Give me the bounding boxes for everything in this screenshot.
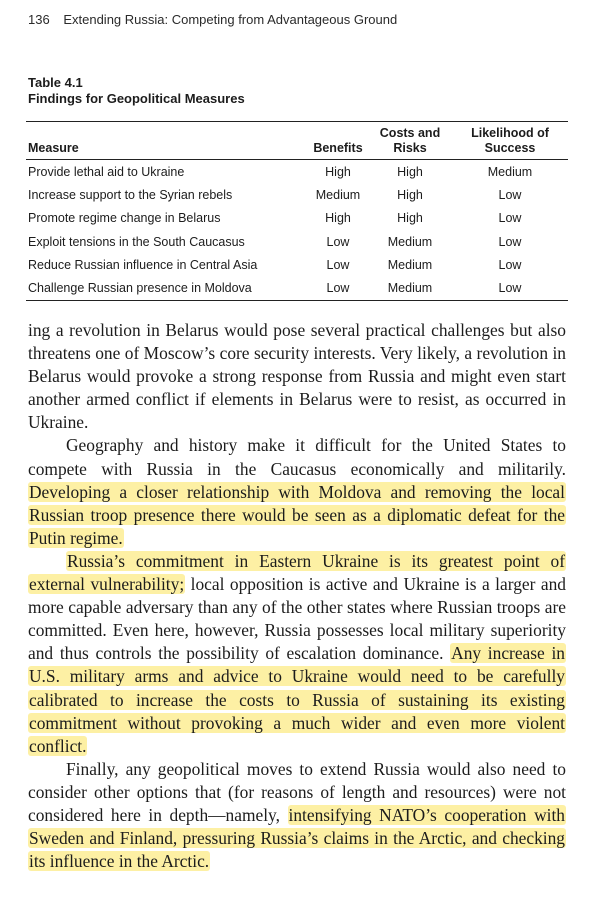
row-benefits: Low xyxy=(326,257,350,272)
row-costs: Medium xyxy=(387,257,433,272)
table-header-row xyxy=(26,122,568,160)
row-likelihood: Low xyxy=(498,234,522,249)
table-row xyxy=(26,207,568,230)
row-benefits: High xyxy=(325,211,351,226)
running-head xyxy=(28,12,397,27)
column-header-likelihood xyxy=(452,122,568,160)
column-header-measure: Measure xyxy=(26,122,308,160)
table-row xyxy=(26,253,568,276)
paragraph-text: local opposition is active and Ukraine is a larger and more capable adversary than any of the other states where Russian troops are committed. Even here, however, Russia possesses local military superiority and thus controls the possibility of escalation dominance. xyxy=(28,574,566,664)
row-costs: Medium xyxy=(387,234,433,249)
paragraph-text: Geography and history make it difficult for the United States to compete with Russia in the Caucasus economically and militarily. xyxy=(28,435,566,479)
row-benefits: Low xyxy=(308,276,368,300)
row-likelihood: Low xyxy=(498,211,522,226)
row-measure: Challenge Russian presence in Moldova xyxy=(26,276,308,300)
row-measure: Promote regime change in Belarus xyxy=(28,211,221,226)
row-costs: High xyxy=(397,187,423,202)
table-row xyxy=(26,183,568,206)
highlighted-text: Russia’s commitment in Eastern Ukraine is its greatest point of external vulnerability; xyxy=(29,550,565,595)
paragraph-caucasus-moldova xyxy=(28,434,566,549)
table-row xyxy=(26,276,568,300)
findings-table xyxy=(26,121,568,301)
paragraph-ukraine xyxy=(28,550,566,758)
row-measure: Exploit tensions in the South Caucasus xyxy=(28,234,245,249)
column-header-costs-line2: Risks xyxy=(393,141,427,155)
highlighted-text: Developing a closer relationship with Moldova and removing the local Russian troop presence there would be seen as a diplomatic defeat for the Putin regime. xyxy=(29,481,565,548)
row-likelihood: Low xyxy=(452,276,568,300)
row-measure: Reduce Russian influence in Central Asia xyxy=(28,257,258,272)
column-header-benefits: Benefits xyxy=(308,122,368,160)
highlighted-text: Any increase in U.S. military arms and advice to Ukraine would need to be carefully calibrated to increase the costs to Russia of sustaining its existing commitment without provoking a much wider and even more violent conflict. xyxy=(29,643,565,756)
paragraph-text: ing a revolution in Belarus would pose several practical challenges but also threatens one of Moscow’s core security interests. Very likely, a revolution in Belarus would provoke a strong response from Russia and might even start another armed conflict if elements in Belarus were to resist, as occurred in Ukraine. xyxy=(28,320,566,433)
paragraph-text: Finally, any geopolitical moves to extend Russia would also need to consider other options that (for reasons of length and resources) were not considered here in depth—namely, xyxy=(28,758,566,825)
row-measure: Increase support to the Syrian rebels xyxy=(28,187,233,202)
column-header-likelihood-line1: Likelihood of xyxy=(471,126,549,140)
running-title: Extending Russia: Competing from Advantageous Ground xyxy=(63,12,398,27)
row-benefits: High xyxy=(325,164,351,179)
table-label: Table 4.1 xyxy=(28,75,83,90)
column-header-costs-line1: Costs and xyxy=(379,126,441,140)
table-caption xyxy=(28,75,245,107)
highlighted-text: intensifying NATO’s cooperation with Sweden and Finland, pressuring Russia’s claims in the Arctic, and checking its influence in the Arctic. xyxy=(29,804,565,872)
row-benefits: Low xyxy=(326,234,350,249)
body-text xyxy=(28,319,566,873)
row-costs: Medium xyxy=(368,276,452,300)
column-header-costs xyxy=(368,122,452,160)
table-row xyxy=(26,230,568,253)
row-likelihood: Low xyxy=(498,187,522,202)
row-benefits: Medium xyxy=(315,187,361,202)
row-likelihood: Medium xyxy=(487,164,533,179)
page-number: 136 xyxy=(28,12,50,27)
row-likelihood: Low xyxy=(498,257,522,272)
row-costs: High xyxy=(397,211,423,226)
table-row xyxy=(26,160,568,184)
row-costs: High xyxy=(397,164,423,179)
paragraph-belarus xyxy=(28,319,566,434)
table-title: Findings for Geopolitical Measures xyxy=(28,91,245,106)
column-header-likelihood-line2: Success xyxy=(484,141,536,155)
paragraph-other-options xyxy=(28,758,566,873)
row-measure: Provide lethal aid to Ukraine xyxy=(28,164,185,179)
